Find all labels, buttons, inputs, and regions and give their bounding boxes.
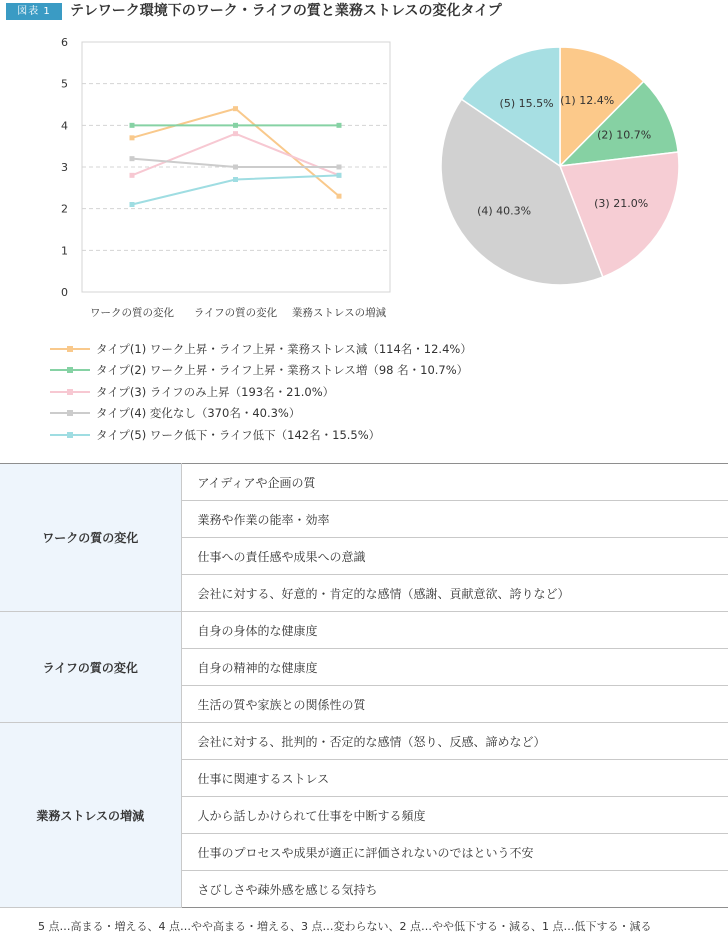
- item-cell: 仕事への責任感や成果への意識: [181, 538, 728, 575]
- table-row: [0, 723, 728, 760]
- legend-marker: [67, 432, 73, 438]
- chart-legend: [50, 338, 610, 446]
- legend-swatch: [50, 391, 90, 393]
- scale-footnote: 5 点…高まる・増える、4 点…やや高まる・増える、3 点…変わらない、2 点…やや低下する・減る、1 点…低下する・減る: [38, 920, 652, 933]
- legend-label: タイプ(5) ワーク低下・ライフ低下（142名・15.5%）: [96, 427, 381, 442]
- y-tick-label: 6: [61, 36, 68, 49]
- y-tick-label: 1: [61, 244, 68, 258]
- legend-item: [50, 424, 610, 446]
- item-cell: さびしさや疎外感を感じる気持ち: [181, 871, 728, 908]
- y-tick-label: 2: [61, 202, 68, 216]
- item-cell: 仕事のプロセスや成果が適正に評価されないのではという不安: [181, 834, 728, 871]
- legend-swatch: [50, 369, 90, 371]
- legend-marker: [67, 389, 73, 395]
- item-cell: 自身の精神的な健康度: [181, 649, 728, 686]
- legend-swatch: [50, 348, 90, 350]
- pie-slice-label: (1) 12.4%: [560, 93, 615, 107]
- item-cell: 業務や作業の能率・効率: [181, 501, 728, 538]
- y-tick-label: 5: [61, 77, 68, 91]
- legend-marker: [67, 367, 73, 373]
- legend-swatch: [50, 434, 90, 436]
- legend-marker: [67, 346, 73, 352]
- series-point-type-5: [130, 202, 135, 207]
- series-point-type-5: [337, 173, 342, 178]
- figure-badge: 図表 1: [6, 3, 62, 20]
- table-row: [0, 612, 728, 649]
- factor-table: [0, 463, 728, 908]
- item-cell: 会社に対する、好意的・肯定的な感情（感謝、貢献意欲、誇りなど）: [181, 575, 728, 612]
- series-point-type-2: [233, 123, 238, 128]
- line-chart: [0, 28, 420, 320]
- table-row: [0, 464, 728, 501]
- series-point-type-2: [337, 123, 342, 128]
- y-tick-label: 0: [61, 286, 68, 299]
- pie-slice-label: (2) 10.7%: [597, 128, 652, 142]
- series-point-type-1: [130, 135, 135, 140]
- legend-item: [50, 381, 610, 403]
- series-point-type-5: [233, 177, 238, 182]
- series-point-type-1: [337, 194, 342, 199]
- item-cell: 生活の質や家族との関係性の質: [181, 686, 728, 723]
- series-point-type-4: [233, 165, 238, 170]
- item-cell: 人から話しかけられて仕事を中断する頻度: [181, 797, 728, 834]
- category-cell: 業務ストレスの増減: [0, 723, 181, 908]
- series-point-type-4: [337, 165, 342, 170]
- legend-swatch: [50, 412, 90, 414]
- figure-title: テレワーク環境下のワーク・ライフの質と業務ストレスの変化タイプ: [70, 3, 502, 19]
- legend-label: タイプ(3) ライフのみ上昇（193名・21.0%）: [96, 384, 335, 399]
- legend-item: [50, 338, 610, 360]
- x-tick-label: ライフの質の変化: [193, 307, 278, 319]
- x-tick-label: 業務ストレスの増減: [291, 307, 387, 319]
- legend-label: タイプ(4) 変化なし（370名・40.3%）: [96, 406, 301, 421]
- legend-label: タイプ(1) ワーク上昇・ライフ上昇・業務ストレス減（114名・12.4%）: [96, 341, 472, 356]
- item-cell: 自身の身体的な健康度: [181, 612, 728, 649]
- category-cell: ワークの質の変化: [0, 464, 181, 612]
- series-point-type-1: [233, 106, 238, 111]
- pie-slice-label: (3) 21.0%: [594, 196, 649, 210]
- pie-slice-label: (4) 40.3%: [477, 204, 532, 218]
- series-point-type-2: [130, 123, 135, 128]
- item-cell: アイディアや企画の質: [181, 464, 728, 501]
- y-tick-label: 3: [61, 161, 68, 174]
- y-tick-label: 4: [61, 119, 68, 133]
- series-point-type-3: [130, 173, 135, 178]
- figure-header: [0, 0, 728, 24]
- item-cell: 会社に対する、批判的・否定的な感情（怒り、反感、諦めなど）: [181, 723, 728, 760]
- legend-item: [50, 403, 610, 425]
- legend-item: [50, 360, 610, 382]
- item-cell: 仕事に関連するストレス: [181, 760, 728, 797]
- pie-chart: [432, 38, 688, 294]
- x-tick-label: ワークの質の変化: [90, 307, 174, 319]
- series-point-type-4: [130, 156, 135, 161]
- legend-label: タイプ(2) ワーク上昇・ライフ上昇・業務ストレス増（98 名・10.7%）: [96, 363, 469, 378]
- legend-marker: [67, 410, 73, 416]
- series-point-type-3: [233, 131, 238, 136]
- pie-slice-label: (5) 15.5%: [499, 96, 554, 110]
- category-cell: ライフの質の変化: [0, 612, 181, 723]
